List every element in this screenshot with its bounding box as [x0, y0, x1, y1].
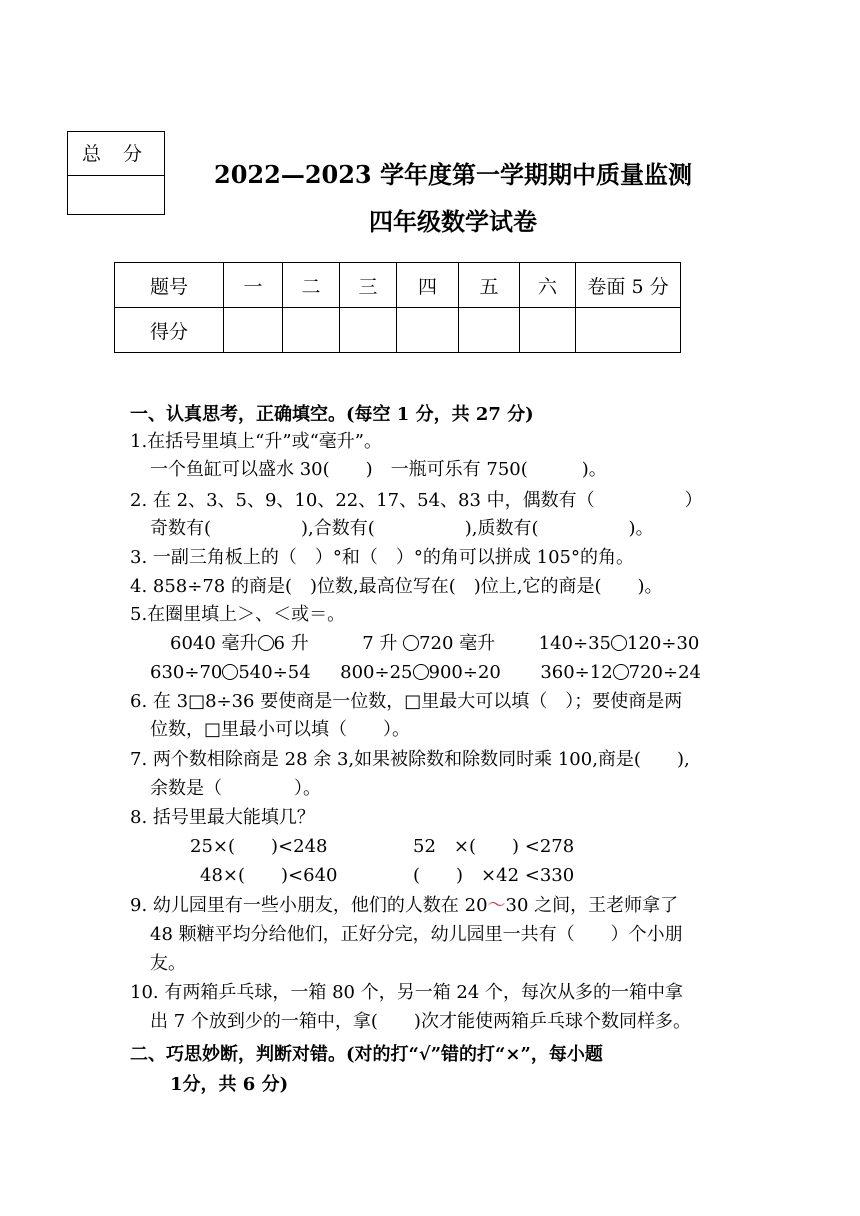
q7-text: 7. 两个数相除商是 28 余 3,如果被除数和除数同时乘 100,商是( ),: [130, 749, 690, 770]
compare-circle[interactable]: [413, 664, 429, 680]
q1-text: 1.在括号里填上“升”或“毫升”。: [130, 431, 382, 452]
score-header-cell: 六: [520, 263, 576, 308]
q8-item-d: ( ) ×42 <330: [413, 865, 575, 886]
score-header-cell: 卷面 5 分: [576, 263, 681, 308]
q2-text: 2. 在 2、3、5、9、10、22、17、54、83 中，偶数有（ ）: [130, 490, 703, 511]
q7-text-cont: 余数是（ ）。: [150, 778, 321, 799]
exam-subtitle: 四年级数学试卷: [369, 207, 537, 236]
q3-text: 3. 一副三角板上的（ ）°和（ ）°的角可以拼成 105°的角。: [130, 547, 634, 568]
q5-row2: [150, 659, 701, 687]
q5-item-text: 630÷70: [150, 662, 223, 683]
q9-text-end: 友。: [150, 953, 186, 974]
q5-text: 5.在圈里填上＞、＜或＝。: [130, 604, 346, 625]
compare-circle[interactable]: [258, 635, 274, 651]
q5-item-text: 7 升: [362, 633, 398, 654]
q2-blanks: 奇数有( ),合数有( ),质数有( )。: [150, 518, 654, 539]
score-header-cell: 三: [340, 263, 397, 308]
score-cell[interactable]: [397, 308, 459, 353]
q5-item-text: 540÷54: [238, 662, 311, 683]
q5-item-text: 800÷25: [340, 662, 413, 683]
total-score-label: 总 分: [68, 132, 164, 176]
score-row-label: 得分: [115, 308, 224, 353]
q5-item-text: 720÷24: [628, 662, 701, 683]
q8-item-c: 48×( )<640: [200, 865, 338, 886]
q10-text: 10. 有两箱乒乓球，一箱 80 个，另一箱 24 个，每次从多的一箱中拿: [130, 982, 684, 1003]
q9-text: [130, 892, 678, 920]
score-cell[interactable]: [459, 308, 520, 353]
compare-circle[interactable]: [222, 664, 238, 680]
score-cell[interactable]: [520, 308, 576, 353]
q5-item-text: 140÷35: [538, 633, 611, 654]
q6-text-cont: 位数，□里最小可以填（ ）。: [150, 719, 411, 740]
q5-item-text: 120÷30: [627, 633, 700, 654]
q8-text: 8. 括号里最大能填几？: [130, 807, 315, 828]
q4-text: 4. 858÷78 的商是( )位数,最高位写在( )位上,它的商是( )。: [130, 576, 663, 597]
q5-item-text: 720 毫升: [419, 633, 496, 654]
score-cell[interactable]: [283, 308, 340, 353]
score-header-cell: 四: [397, 263, 459, 308]
range-tilde: ～: [487, 895, 506, 916]
compare-circle[interactable]: [403, 635, 419, 651]
score-table-header-row: [115, 263, 681, 308]
section2-heading-cont: 1分，共 6 分): [170, 1074, 289, 1095]
q5-item-text: 6 升: [273, 633, 309, 654]
score-cell[interactable]: [340, 308, 397, 353]
compare-circle[interactable]: [611, 635, 627, 651]
q5-item-text: 6040 毫升: [170, 633, 258, 654]
q6-text: 6. 在 3□8÷36 要使商是一位数，□里最大可以填（ ）；要使商是两: [130, 691, 683, 712]
q9-text-cont: 48 颗糖平均分给他们，正好分完，幼儿园里一共有（ ）个小朋: [150, 924, 683, 945]
q5-item-text: 360÷12: [540, 662, 613, 683]
score-table: [114, 262, 681, 353]
exam-title: 2022—2023 学年度第一学期期中质量监测: [214, 160, 692, 189]
q8-item-b: 52 ×( ) <278: [413, 836, 575, 857]
q1-blanks: 一个鱼缸可以盛水 30( ) 一瓶可乐有 750( )。: [150, 459, 607, 480]
score-cell[interactable]: [224, 308, 283, 353]
score-table-score-row: [115, 308, 681, 353]
score-header-cell: 五: [459, 263, 520, 308]
q10-text-cont: 出 7 个放到少的一箱中，拿( )次才能使两箱乒乓球个数同样多。: [150, 1011, 691, 1032]
score-header-cell: 一: [224, 263, 283, 308]
q8-item-a: 25×( )<248: [190, 836, 328, 857]
compare-circle[interactable]: [613, 664, 629, 680]
q5-item-text: 900÷20: [428, 662, 501, 683]
score-header-cell: 题号: [115, 263, 224, 308]
q9-text-part: 9. 幼儿园里有一些小朋友，他们的人数在 20: [130, 895, 488, 916]
q9-text-part: 30 之间，王老师拿了: [505, 895, 679, 916]
q5-row1: [170, 630, 699, 658]
score-header-cell: 二: [283, 263, 340, 308]
section2-heading: 二、巧思妙断，判断对错。(对的打“√”错的打“×”，每小题: [130, 1044, 603, 1065]
score-cell[interactable]: [576, 308, 681, 353]
section1-heading: 一、认真思考，正确填空。(每空 1 分，共 27 分): [130, 404, 534, 425]
